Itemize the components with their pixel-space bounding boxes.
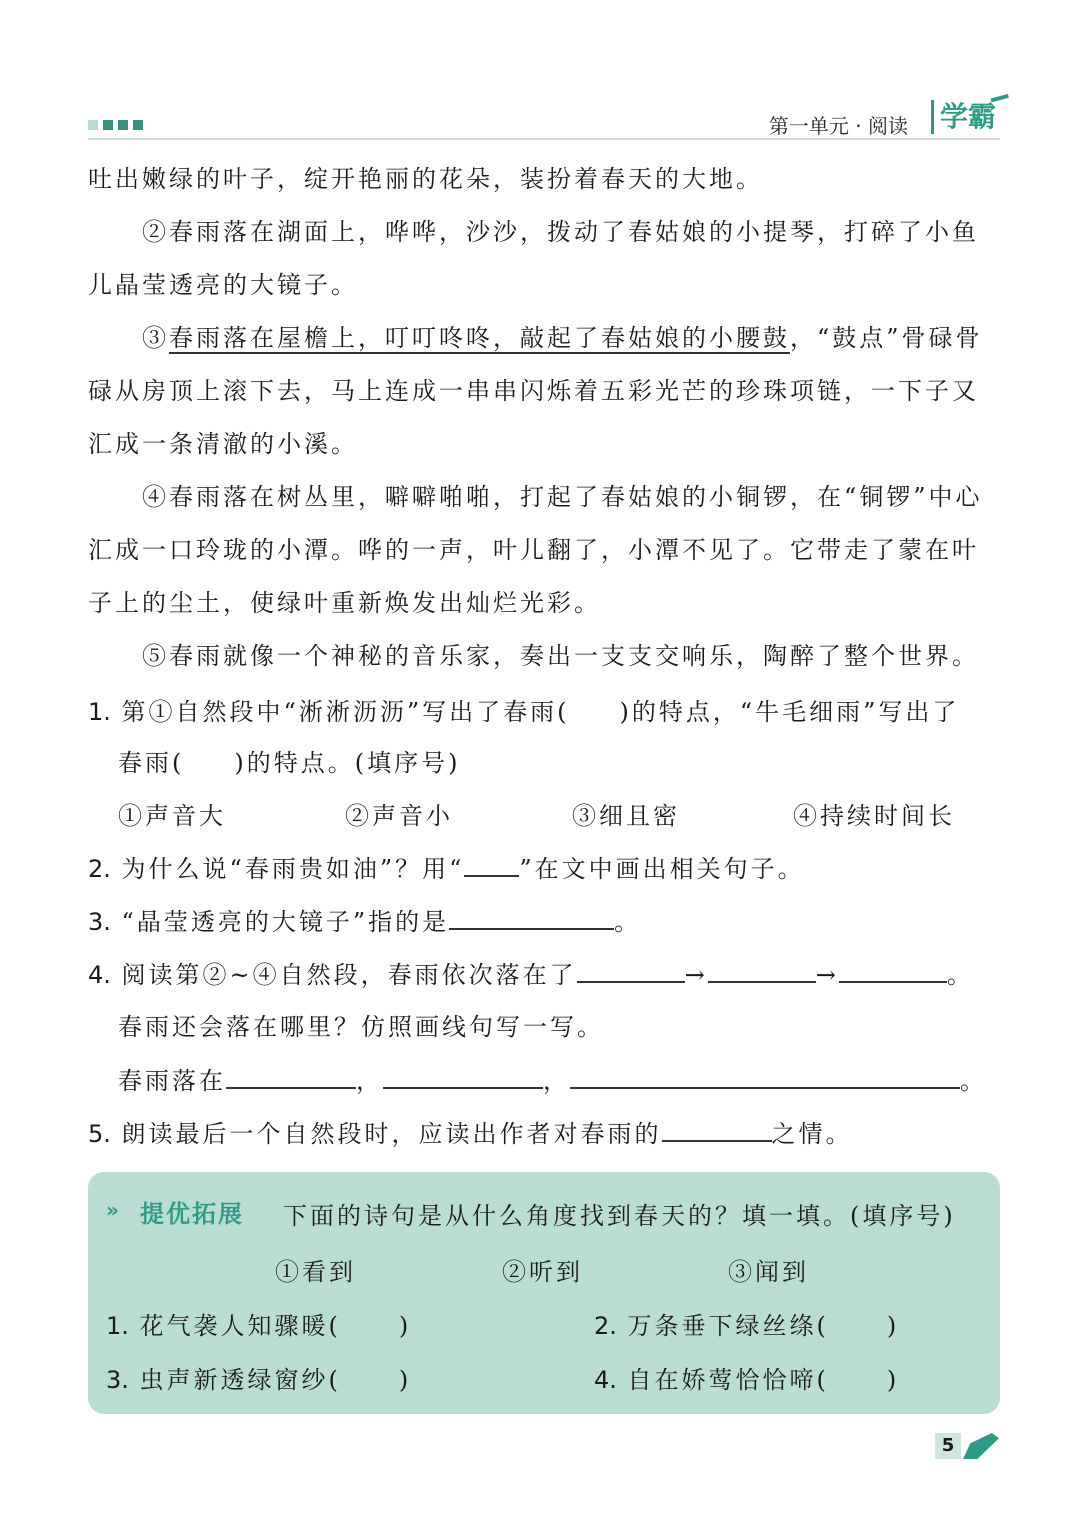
cap-icon <box>990 94 1011 112</box>
extension-option-1: ①看到 <box>275 1258 356 1286</box>
q4-blank-3[interactable] <box>839 961 947 983</box>
page-header <box>88 100 1000 140</box>
extension-item-3: 3. 虫声新透绿窗纱( ) <box>106 1366 412 1394</box>
question-4-line-2: 春雨还会落在哪里？仿照画线句写一写。 <box>118 1013 604 1041</box>
q4-blank-1[interactable] <box>577 961 685 983</box>
question-4-line-1: 4. 阅读第②~④自然段，春雨依次落在了 → → 。 <box>88 961 974 989</box>
header-squares-decoration <box>88 120 143 130</box>
passage-p2: ②春雨落在湖面上，哗哗，沙沙，拨动了春姑娘的小提琴，打碎了小鱼儿晶莹透亮的大镜子。 <box>88 218 979 299</box>
question-1-line-1: 1. 第①自然段中“淅淅沥沥”写出了春雨( )的特点，“牛毛细雨”写出了 <box>88 698 960 726</box>
q4-write-blank-2[interactable] <box>383 1067 543 1089</box>
q2-blank[interactable] <box>464 855 519 877</box>
passage-p1-tail: 吐出嫩绿的叶子，绽开艳丽的花朵，装扮着春天的大地。 <box>88 165 763 193</box>
unit-title: 第一单元 · 阅读 <box>768 114 908 138</box>
extension-prompt: 下面的诗句是从什么角度找到春天的？填一填。(填序号) <box>283 1202 956 1230</box>
q1-option-2: ②声音小 <box>345 802 453 830</box>
question-3: 3. “晶莹透亮的大镜子”指的是 。 <box>88 908 642 936</box>
question-1-line-2: 春雨( )的特点。(填序号) <box>118 749 461 777</box>
extension-title: 提优拓展 <box>140 1200 244 1228</box>
extension-box <box>88 1172 1000 1414</box>
passage-p5: ⑤春雨就像一个神秘的音乐家，奏出一支支交响乐，陶醉了整个世界。 <box>142 642 979 670</box>
passage-p4: ④春雨落在树丛里，噼噼啪啪，打起了春姑娘的小铜锣，在“铜锣”中心汇成一口玲珑的小潭。哗的一声，叶儿翻了，小潭不见了。它带走了蒙在叶子上的尘土，使绿叶重新焕发出灿烂光彩。 <box>88 483 983 617</box>
question-2: 2. 为什么说“春雨贵如油”？用“ ”在文中画出相关句子。 <box>88 855 805 883</box>
question-4-line-3: 春雨落在 ， ， 。 <box>118 1067 987 1095</box>
extension-item-2: 2. 万条垂下绿丝绦( ) <box>594 1312 900 1340</box>
question-5: 5. 朗读最后一个自然段时，应读出作者对春雨的 之情。 <box>88 1120 853 1148</box>
q4-blank-2[interactable] <box>708 961 816 983</box>
q5-blank[interactable] <box>662 1120 772 1142</box>
q4-write-blank-3[interactable] <box>570 1067 960 1089</box>
q4-write-blank-1[interactable] <box>226 1067 356 1089</box>
q1-option-3: ③细且密 <box>572 802 680 830</box>
underlined-sentence: 春雨落在屋檐上，叮叮咚咚，敲起了春姑娘的小腰鼓 <box>169 324 790 352</box>
passage-p3: ③春雨落在屋檐上，叮叮咚咚，敲起了春姑娘的小腰鼓，“鼓点”骨碌骨碌从房顶上滚下去，马上连成一串串闪烁着五彩光芒的珍珠项链，一下子又汇成一条清澈的小溪。 <box>88 324 983 458</box>
extension-item-4: 4. 自在娇莺恰恰啼( ) <box>594 1366 900 1394</box>
q1-option-1: ①声音大 <box>118 802 226 830</box>
q3-blank[interactable] <box>449 908 614 930</box>
q1-option-4: ④持续时间长 <box>793 802 955 830</box>
brand-logo: 学霸 <box>931 100 996 134</box>
extension-option-2: ②听到 <box>502 1258 583 1286</box>
double-chevron-icon: » <box>106 1198 119 1222</box>
pencil-icon <box>963 1433 999 1459</box>
extension-item-1: 1. 花气袭人知骤暖( ) <box>106 1312 412 1340</box>
page-number: 5 <box>935 1433 961 1459</box>
extension-option-3: ③闻到 <box>728 1258 809 1286</box>
